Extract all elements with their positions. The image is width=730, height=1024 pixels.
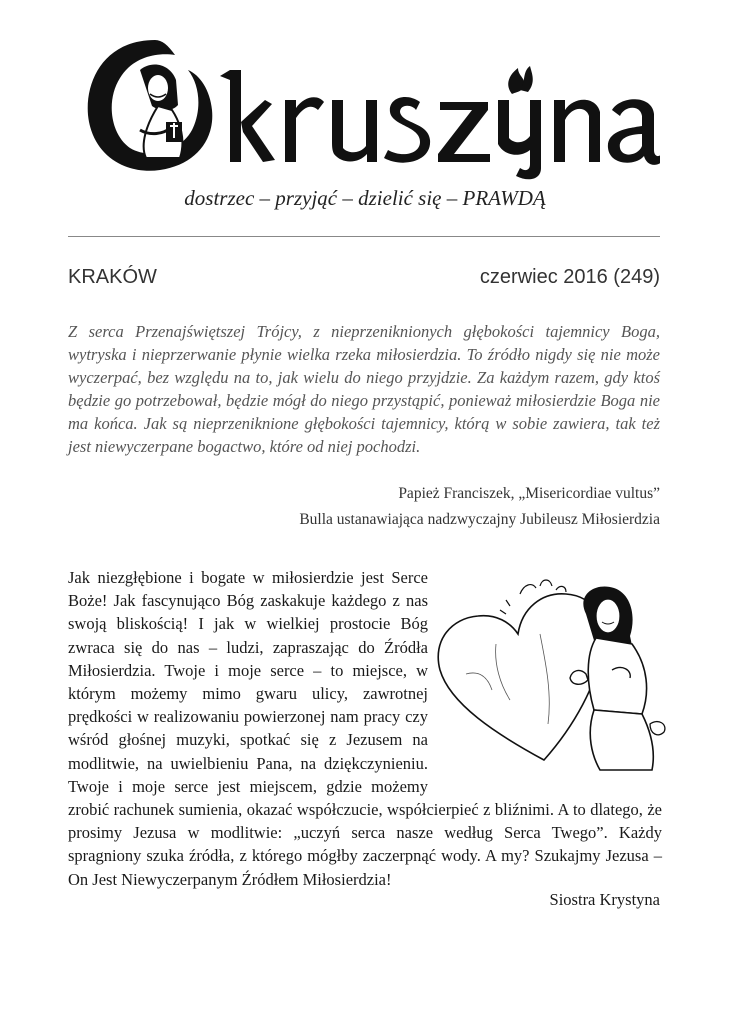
issue-city: KRAKÓW [68, 266, 157, 288]
nun-hugging-heart-icon [436, 574, 672, 774]
article-signature: Siostra Krystyna [549, 890, 660, 909]
header-divider [68, 236, 660, 237]
nun-in-o-logo-icon [88, 40, 213, 171]
issue-date: czerwiec 2016 (249) [479, 266, 660, 288]
motto: dostrzec – przyjąć – dzielić się – PRAWDĄ [184, 186, 546, 210]
masthead-logo [80, 30, 660, 180]
quote-source: Bulla ustanawiająca nadzwyczajny Jubileusz Miłosierdzia [299, 511, 660, 528]
heart-illustration [436, 574, 672, 774]
article [68, 566, 662, 891]
quote-text: Z serca Przenajświętszej Trójcy, z nieprzeniknionych głębokości tajemnicy Boga, wytryska i nieprzerwanie płynie wielka rzeka miłosierdzia. To źródło nigdy się nie może wyczerpać, bez względu na to, jak wielu do niego przyjdzie. Za każdym razem, gdy ktoś będzie go potrzebował, będzie mógł do niego przystąpić, ponieważ miłosierdzie Boga nie ma końca. Jak są nieprzeniknione głębokości tajemnicy, którą w sobie zawiera, tak też jest niewyczerpane bogactwo, które od niej pochodzi. [68, 322, 660, 456]
article-body: Jak niezgłębione i bogate w miłosierdzie jest Serce Boże! Jak fascynująco Bóg zaskakuje każdego z nas swoją bliskością! I jak w wielkiej prostocie Bóg zwraca się do nas – ludzi, zapraszając do Źródła Miłosierdzia. Twoje i moje serce – to miejsce, w którym możemy mimo gwaru ulicy, zawrotnej prędkości w realizowaniu powierzonej nam pracy czy wśród głośnej muzyki, spotkać się z Jezusem na modlitwie, na uwielbieniu Pana, na dziękczynieniu. Twoje i moje serce jest miejscem, gdzie możemy zrobić rachunek sumienia, okazać współczucie, współcierpieć z bliźnimi. A to dlatego, że prosimy Jezusa w modlitwie: „uczyń serca nasze według Serca Twego”. Każdy spragniony szuka źródła, z którego mógłby zaczerpnąć wody. A my? Szukajmy Jezusa – On Jest Niewyczerpanym Źródłem Miłosierdzia! [68, 568, 662, 889]
okruszyna-lettering-icon [220, 66, 660, 179]
issue-info [68, 266, 660, 289]
quote-attribution [299, 481, 660, 533]
quote-author: Papież Franciszek, „Misericordiae vultus” [398, 485, 660, 502]
